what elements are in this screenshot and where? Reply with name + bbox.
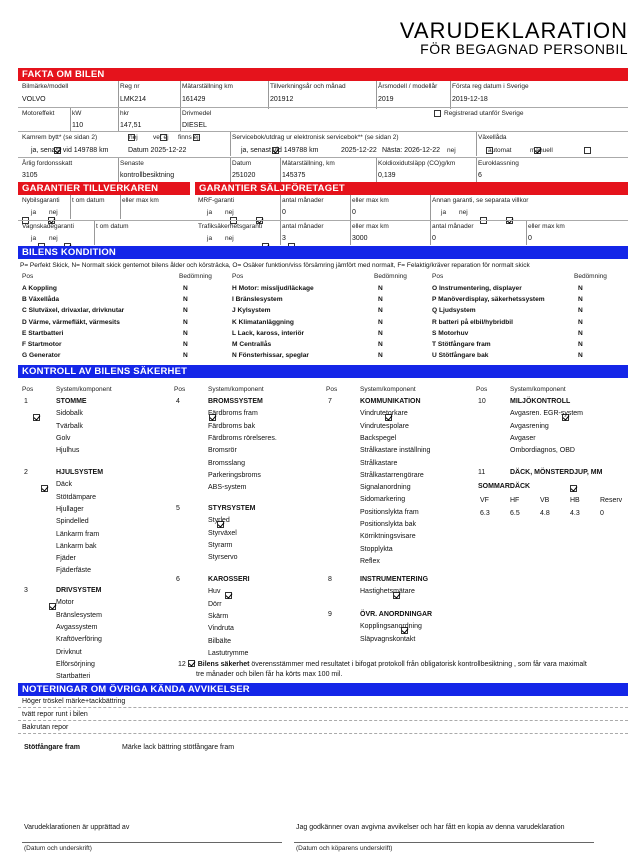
- kontroll-title-7: KOMMUNIKATION: [360, 398, 421, 405]
- kontroll-item-3-3: Kraftöverföring: [56, 636, 102, 644]
- kond-item-2-2: Q Ljudsystem: [432, 307, 476, 315]
- vagn-nej: nej: [49, 235, 58, 242]
- fakta2-label-1: kW: [72, 110, 82, 117]
- kontroll-item-5-3: Styrservo: [208, 554, 238, 562]
- fakta5-label-5: Euroklassning: [478, 160, 519, 167]
- tire-v-2: 4.8: [540, 510, 550, 517]
- fakta5-label-3: Mätarställning, km: [282, 160, 335, 167]
- fakta5-label-4: Koldioxidutsläpp (CO)g/km: [378, 160, 456, 167]
- vagn-tom: t om datum: [96, 223, 129, 230]
- kontroll-item-7-3: Strålkastare inställning: [360, 447, 431, 455]
- kontroll-item-4-4: Bromsslang: [208, 459, 245, 467]
- kontroll-item-10-2: Avgaser: [510, 434, 536, 442]
- kond-item-0-4: E Startbatteri: [22, 329, 64, 337]
- section-garanti-tillverkaren: GARANTIER TILLVERKAREN: [18, 182, 190, 195]
- fakta2-label-2: hkr: [120, 110, 130, 117]
- kontroll-item-5-1: Styrväxel: [208, 529, 237, 537]
- kond-bed-0: Bedömning: [179, 273, 212, 280]
- fakta-label-0: Bilmärke/modell: [22, 83, 69, 90]
- kontroll-item-3-5: Elförsörjning: [56, 660, 95, 668]
- kontroll-num-1: 1: [24, 398, 28, 405]
- fakta5-value-5: 6: [478, 172, 482, 179]
- kamrem-datum: Datum 2025-12-22: [128, 147, 187, 154]
- fakta2-value-3: DIESEL: [182, 122, 207, 129]
- kontroll-item-4-2: Färdbroms rörelseres.: [208, 434, 277, 442]
- kontroll-title-8: INSTRUMENTERING: [360, 576, 429, 583]
- kontroll-cb-1[interactable]: [33, 414, 40, 421]
- note-line-1: Höger tröskel märke+tackbättring: [22, 698, 126, 705]
- kondition-legend: P= Perfekt Skick, N= Normalt skick gentemot bilens ålder och körsträcka, O= Osäker funktion/viss försämring jämfört med normalt, F= Felaktig/kräver reparation för normalt skick: [20, 262, 530, 269]
- fakta-value-5: 2019-12-18: [452, 96, 488, 103]
- kontroll-item-4-6: ABS-system: [208, 484, 247, 492]
- kond-val-1-3: N: [378, 318, 383, 326]
- kond-item-0-2: C Slutväxel, drivaxlar, drivknutar: [22, 307, 125, 315]
- annan-man: 0: [432, 235, 436, 242]
- kontroll-item-1-3: Hjulhus: [56, 447, 80, 455]
- tire-v-4: 0: [600, 510, 604, 517]
- kontroll-num-9: 9: [328, 611, 332, 618]
- nyb-max: eller max km: [122, 197, 159, 204]
- kontroll-item-5-0: Styrled: [208, 517, 230, 525]
- fakta-label-4: Årsmodell / modellår: [378, 83, 438, 90]
- kond-val-0-4: N: [183, 329, 188, 337]
- kontroll-num-7: 7: [328, 398, 332, 405]
- kontroll-item-4-0: Färdbroms fram: [208, 410, 258, 418]
- doc-subtitle: FÖR BEGAGNAD PERSONBIL: [420, 41, 628, 57]
- footer-left: Varudeklarationen är upprättad av: [24, 824, 130, 831]
- kamrem-nej: nej: [129, 134, 138, 141]
- mrf-label: MRF-garanti: [198, 197, 235, 204]
- tire-h-1: HF: [510, 497, 520, 504]
- fakta-label-5: Första reg datum i Sverige: [452, 83, 529, 90]
- kond-val-2-6: N: [578, 352, 583, 360]
- kond-val-0-1: N: [183, 296, 188, 304]
- kond-val-0-2: N: [183, 307, 188, 315]
- section-fakta: FAKTA OM BILEN: [18, 68, 628, 81]
- kond-item-1-1: I Bränslesystem: [232, 296, 283, 304]
- footer-right-sign: (Datum och köparens underskrift): [296, 845, 393, 852]
- fakta5-label-2: Datum: [232, 160, 252, 167]
- fakta5-value-3: 145375: [282, 172, 306, 179]
- kontroll-item-9-1: Släpvagnskontakt: [360, 635, 416, 643]
- kontroll-sys-h-2: System/komponent: [360, 386, 416, 393]
- fakta5-label-0: Årlig fordonsskatt: [22, 160, 73, 167]
- kond-item-2-5: T Stötfångare fram: [432, 341, 491, 348]
- kontroll-title-2: HJULSYSTEM: [56, 469, 104, 476]
- kontroll-num-3: 3: [24, 587, 28, 594]
- note-stotfangare-label: Stötfångare fram: [24, 744, 81, 751]
- kontroll-item-3-0: Motor: [56, 599, 74, 607]
- kond-item-1-0: H Motor: missljud/läckage: [232, 285, 314, 292]
- trafik-antal: antal månader: [282, 223, 324, 230]
- kamrem-finnsej: finns ej: [178, 134, 199, 141]
- vagn-label: Vagnskadegaranti: [22, 223, 74, 230]
- kontroll-item-8-0: Hastighetsmätare: [360, 588, 415, 596]
- fakta-value-1: LMK214: [120, 96, 147, 103]
- vagn-ja: ja: [31, 235, 37, 242]
- fakta-label-1: Reg nr: [120, 83, 140, 90]
- kond-val-2-5: N: [578, 341, 583, 348]
- kontroll-item-7-12: Reflex: [360, 557, 380, 565]
- fakta-label-2: Mätarställning km: [182, 83, 233, 90]
- vaxel-man-cb[interactable]: [584, 147, 591, 154]
- footer-left-sign: (Datum och underskrift): [24, 845, 92, 852]
- kontroll-item-1-2: Golv: [56, 434, 71, 442]
- kontroll-pos-h-1: Pos: [174, 386, 186, 393]
- section-kontroll: KONTROLL AV BILENS SÄKERHET: [18, 365, 628, 378]
- trafik-nej: nej: [225, 235, 234, 242]
- sommar-label: SOMMARDÄCK: [478, 483, 531, 490]
- kontroll-item-7-8: Positionslykta fram: [360, 508, 419, 516]
- kond-val-2-4: N: [578, 329, 583, 337]
- kontroll-item-2-6: Fjäder: [56, 555, 76, 563]
- kond-item-0-1: B Växellåda: [22, 296, 60, 304]
- kond-val-1-1: N: [378, 296, 383, 304]
- fakta-value-0: VOLVO: [22, 96, 46, 103]
- kond-bed-1: Bedömning: [374, 273, 407, 280]
- nyb-tom: t om datum: [72, 197, 105, 204]
- kond-item-1-4: L Lack, kaross, interiör: [232, 329, 305, 337]
- kontroll-item-7-0: Vindrutetorkare: [360, 410, 408, 418]
- fakta2-value-2: 147,51: [120, 122, 142, 129]
- nyb-nej: nej: [49, 209, 58, 216]
- kontroll-item-6-0: Huv: [208, 588, 221, 596]
- item-12: 12 Bilens säkerhet överensstämmer med resultatet i bifogat protokoll från obligatorisk kontrollbesiktning , som får vara maximalt tre månader och bilen får ha körts max 100 mil.: [178, 661, 587, 678]
- kontroll-pos-h-3: Pos: [476, 386, 488, 393]
- kond-item-0-6: G Generator: [22, 352, 61, 360]
- kontroll-item-6-3: Vindruta: [208, 625, 234, 633]
- kontroll-num-4: 4: [176, 398, 180, 405]
- tire-h-2: VB: [540, 497, 550, 504]
- kontroll-item-3-4: Drivknut: [56, 648, 82, 656]
- kontroll-item-10-3: Ombordiagnos, OBD: [510, 447, 575, 455]
- fakta2-label-3: Drivmedel: [182, 110, 212, 117]
- kond-item-1-2: J Kylsystem: [232, 307, 271, 315]
- kontroll-num-8: 8: [328, 576, 332, 583]
- kontroll-item-1-1: Tvärbalk: [56, 422, 83, 430]
- fakta5-label-1: Senaste: [120, 160, 144, 167]
- annan-ja: ja: [441, 209, 447, 216]
- section-kondition: BILENS KONDITION: [18, 246, 628, 259]
- kond-val-2-1: N: [578, 296, 583, 304]
- kontroll-item-7-11: Stopplykta: [360, 545, 393, 553]
- kontroll-num-11: 11: [478, 469, 486, 476]
- kontroll-item-7-7: Sidomarkering: [360, 496, 406, 504]
- service-nej: nej: [447, 147, 456, 154]
- fakta-value-4: 2019: [378, 96, 394, 103]
- kond-val-0-6: N: [183, 352, 188, 360]
- fakta5-value-2: 251020: [232, 172, 256, 179]
- kontroll-title-3: DRIVSYSTEM: [56, 587, 102, 594]
- tire-h-0: VF: [480, 497, 489, 504]
- kontroll-item-10-0: Avgasren. EGR-system: [510, 410, 584, 418]
- annan-label: Annan garanti, se separata villkor: [432, 197, 529, 204]
- note-stotfangare-value: Märke lack bättring stötfångare fram: [122, 744, 235, 751]
- kond-pos-1: Pos: [232, 273, 244, 280]
- fakta2-label-0: Motoreffekt: [22, 110, 55, 117]
- fakta5-value-1: kontrollbesiktning: [120, 172, 175, 179]
- tire-h-4: Reserv: [600, 497, 623, 504]
- kond-item-1-3: K Klimatanläggning: [232, 318, 294, 326]
- kontroll-cb-2[interactable]: [41, 485, 48, 492]
- kond-val-1-5: N: [378, 341, 383, 348]
- annan-nej: nej: [459, 209, 468, 216]
- fakta5-value-4: 0,139: [378, 172, 396, 179]
- kond-item-1-6: N Fönsterhissar, speglar: [232, 352, 309, 360]
- kontroll-cb-11[interactable]: [570, 485, 577, 492]
- kontroll-item-2-1: Stötdämpare: [56, 493, 97, 501]
- tire-h-3: HB: [570, 497, 580, 504]
- kond-val-2-2: N: [578, 307, 583, 315]
- kontroll-num-10: 10: [478, 398, 486, 405]
- kond-val-1-0: N: [378, 285, 383, 292]
- fakta-value-3: 201912: [270, 96, 294, 103]
- trafik-km: 3000: [352, 235, 368, 242]
- kond-val-0-0: N: [183, 285, 188, 292]
- trafik-man: 3: [282, 235, 286, 242]
- annan-km: 0: [528, 235, 532, 242]
- trafik-max: eller max km: [352, 223, 389, 230]
- kontroll-item-7-4: Strålkastare: [360, 459, 398, 467]
- kontroll-cb-3[interactable]: [49, 603, 56, 610]
- kontroll-item-4-1: Färdbroms bak: [208, 422, 256, 430]
- kond-item-0-5: F Startmotor: [22, 341, 62, 348]
- kontroll-item-9-0: Kopplingsanordning: [360, 623, 422, 631]
- kond-val-0-3: N: [183, 318, 188, 326]
- fakta-value-2: 161429: [182, 96, 206, 103]
- kontroll-title-11: DÄCK, MÖNSTERDJUP, MM: [510, 469, 603, 476]
- fakta-label-3: Tillverkningsår och månad: [270, 83, 346, 90]
- kond-item-0-3: D Värme, värmefläkt, värmesits: [22, 318, 120, 326]
- kond-item-2-3: R batteri på elbil/hybridbil: [432, 318, 513, 326]
- kamrem-label: Kamrem bytt* (se sidan 2): [22, 134, 98, 141]
- kond-pos-0: Pos: [22, 273, 34, 280]
- kontroll-item-2-4: Länkarm fram: [56, 530, 100, 538]
- kontroll-item-6-1: Dörr: [208, 600, 222, 608]
- kontroll-item-6-4: Bilbälte: [208, 637, 231, 645]
- kontroll-item-2-3: Spindelled: [56, 518, 89, 526]
- tire-v-3: 4.3: [570, 510, 580, 517]
- mrf-ja: ja: [207, 209, 213, 216]
- kontroll-item-7-6: Signalanordning: [360, 484, 411, 492]
- mrf-max: eller max km: [352, 197, 389, 204]
- kond-pos-2: Pos: [432, 273, 444, 280]
- section-noteringar: NOTERINGAR OM ÖVRIGA KÄNDA AVVIKELSER: [18, 683, 628, 696]
- section-garanti-saljforetaget: GARANTIER SÄLJFÖRETAGET: [195, 182, 628, 195]
- kontroll-item-7-9: Positionslykta bak: [360, 521, 417, 528]
- kamrem-ja: ja, senast vid 149788 km: [31, 147, 109, 154]
- vaxel-man: manuell: [530, 147, 553, 154]
- service-nasta: Nästa: 2026-12-22: [382, 147, 440, 154]
- kontroll-cb-6[interactable]: [225, 592, 232, 599]
- kontroll-num-2: 2: [24, 469, 28, 476]
- kontroll-title-1: STOMME: [56, 398, 87, 405]
- kontroll-sys-h-0: System/komponent: [56, 386, 112, 393]
- nyb-label: Nybilsgaranti: [22, 197, 60, 204]
- kond-val-0-5: N: [183, 341, 188, 348]
- kontroll-title-9: ÖVR. ANORDNINGAR: [360, 611, 433, 618]
- kontroll-title-10: MILJÖKONTROLL: [510, 398, 571, 405]
- kamrem-vetej: vet ej: [153, 134, 169, 141]
- kontroll-num-5: 5: [176, 505, 180, 512]
- mrf-antal: antal månader: [282, 197, 324, 204]
- annan-antal: antal månader: [432, 223, 474, 230]
- item-12-checkbox[interactable]: [188, 660, 195, 667]
- kontroll-item-2-2: Hjullager: [56, 505, 84, 513]
- vaxel-auto: automat: [488, 147, 512, 154]
- kontroll-item-7-10: Körriktningsvisare: [360, 533, 416, 541]
- registrerad-label: Registrerad utanför Sverige: [444, 110, 524, 117]
- note-line-3: Bakrutan repor: [22, 724, 69, 731]
- kontroll-item-1-0: Sidobalk: [56, 410, 83, 418]
- note-line-2: tvätt repor runt i bilen: [22, 711, 88, 718]
- kontroll-title-6: KAROSSERI: [208, 576, 250, 583]
- kond-item-2-1: P Manöverdisplay, säkerhetssystem: [432, 296, 545, 304]
- kontroll-item-4-3: Bromsrör: [208, 447, 237, 455]
- registrerad-checkbox[interactable]: [434, 110, 441, 117]
- kond-item-0-0: A Koppling: [22, 285, 57, 292]
- annan-max: eller max km: [528, 223, 565, 230]
- trafik-ja: ja: [207, 235, 213, 242]
- kontroll-item-3-1: Bränslesystem: [56, 611, 102, 619]
- trafik-label: Trafiksäkerhetsgaranti: [198, 223, 263, 230]
- service-ja: ja, senast vid 149788 km: [241, 147, 319, 154]
- kontroll-item-7-5: Strålkastarrengörare: [360, 471, 424, 479]
- kontroll-item-6-2: Skärm: [208, 612, 229, 620]
- service-label: Servicebok/utdrag ur elektronisk servicebok** (se sidan 2): [232, 134, 399, 141]
- kond-bed-2: Bedömning: [574, 273, 607, 280]
- kontroll-item-7-2: Backspegel: [360, 434, 397, 442]
- kontroll-item-6-5: Lastutrymme: [208, 649, 249, 657]
- mrf-km: 0: [352, 209, 356, 216]
- kontroll-item-10-1: Avgasrening: [510, 422, 549, 430]
- kontroll-title-4: BROMSSYSTEM: [208, 398, 263, 405]
- kontroll-pos-h-0: Pos: [22, 386, 34, 393]
- doc-title: VARUDEKLARATION: [399, 18, 628, 43]
- tire-v-1: 6.5: [510, 510, 520, 517]
- kontroll-item-3-6: Startbatteri: [56, 673, 91, 681]
- vaxel-label: Växellåda: [478, 134, 507, 141]
- kontroll-item-2-7: Fjäderfäste: [56, 567, 92, 575]
- mrf-nej: nej: [225, 209, 234, 216]
- kond-val-1-4: N: [378, 329, 383, 337]
- kontroll-item-7-1: Vindrutespolare: [360, 422, 409, 430]
- kontroll-item-5-2: Styrarm: [208, 541, 233, 549]
- kond-item-2-6: U Stötfångare bak: [432, 352, 489, 360]
- kond-val-2-3: N: [578, 318, 583, 326]
- nyb-ja: ja: [31, 209, 37, 216]
- kond-val-2-0: N: [578, 285, 583, 292]
- tire-v-0: 6.3: [480, 510, 490, 517]
- kontroll-title-5: STYRSYSTEM: [208, 505, 256, 512]
- kond-item-1-5: M Centrallås: [232, 341, 272, 348]
- kontroll-num-6: 6: [176, 576, 180, 583]
- kontroll-pos-h-2: Pos: [326, 386, 338, 393]
- kond-val-1-6: N: [378, 352, 383, 360]
- mrf-man: 0: [282, 209, 286, 216]
- fakta2-value-1: 110: [72, 122, 84, 129]
- fakta5-value-0: 3105: [22, 172, 38, 179]
- kond-val-1-2: N: [378, 307, 383, 315]
- kontroll-sys-h-3: System/komponent: [510, 386, 566, 393]
- kontroll-item-4-5: Parkeringsbroms: [208, 471, 261, 479]
- kontroll-sys-h-1: System/komponent: [208, 386, 264, 393]
- kontroll-item-3-2: Avgassystem: [56, 623, 98, 631]
- kontroll-item-2-5: Länkarm bak: [56, 542, 97, 550]
- kontroll-item-2-0: Däck: [56, 481, 72, 489]
- kond-item-2-0: O Instrumentering, displayer: [432, 285, 522, 292]
- footer-right: Jag godkänner ovan avgivna avvikelser och har fått en kopia av denna varudeklaration: [296, 824, 565, 831]
- service-datum: 2025-12-22: [341, 147, 377, 154]
- kond-item-2-4: S Motorhuv: [432, 329, 469, 337]
